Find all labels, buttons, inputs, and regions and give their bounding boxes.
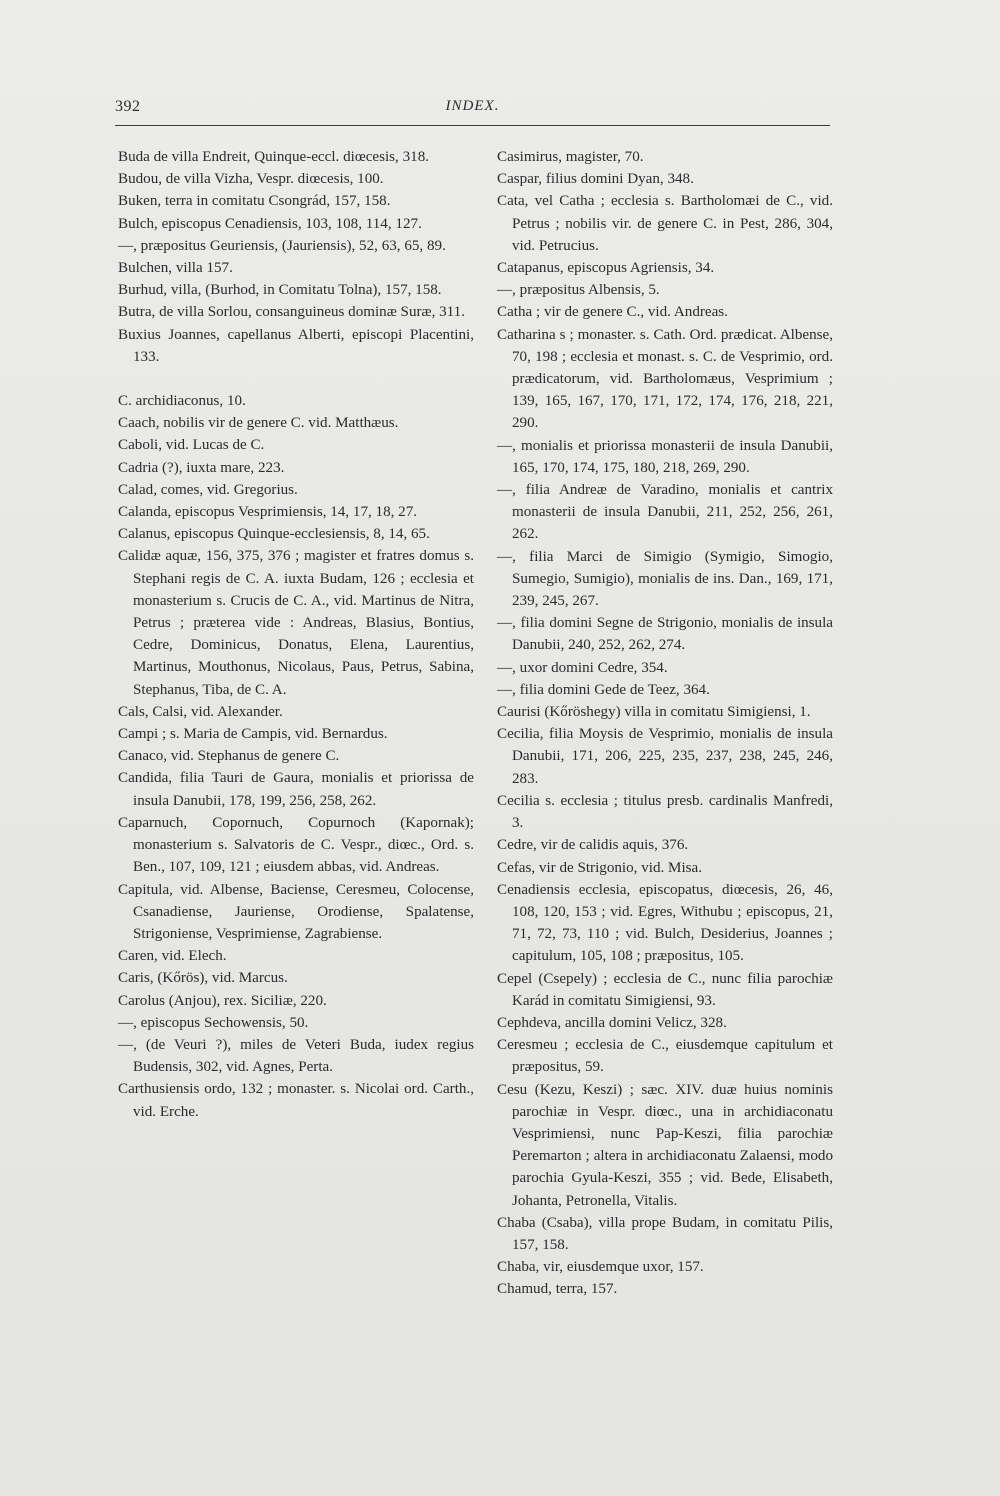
index-entry: —, filia domini Segne de Strigonio, monialis de insula Danubii, 240, 252, 262, 274.	[497, 615, 833, 654]
index-entry: Casimirus, magister, 70.	[497, 149, 644, 165]
index-entry: Ceresmeu ; ecclesia de C., eiusdemque capitulum et præpositus, 59.	[497, 1037, 833, 1076]
index-entry: Buken, terra in comitatu Csongrád, 157, 158.	[118, 193, 391, 210]
index-entry: Caris, (Kőrös), vid. Marcus.	[118, 970, 288, 987]
index-entry: Caboli, vid. Lucas de C.	[118, 437, 265, 454]
index-entry: —, monialis et priorissa monasterii de insula Danubii, 165, 170, 174, 175, 180, 218, 269, 290.	[497, 437, 833, 476]
index-entry: Buda de villa Endreit, Quinque-eccl. diœcesis, 318.	[118, 149, 430, 165]
index-entry: Cesu (Kezu, Keszi) ; sæc. XIV. duæ huius nominis parochiæ in Vespr. diœc., una in archidiaconatu Vesprimiensi, nunc Pap-Keszi, filia parochiæ Peremarton ; altera in archidiaconatu Zalaensi, modo parochia Gyula-Keszi, 355 ; vid. Bede, Elisabeth, Johanta, Petronella, Vitalis.	[497, 1081, 833, 1209]
index-entry: Burhud, villa, (Burhod, in Comitatu Tolna), 157, 158.	[118, 282, 442, 299]
index-entry: Cefas, vir de Strigonio, vid. Misa.	[497, 859, 703, 876]
index-entry: Caparnuch, Copornuch, Copurnoch (Kapornak); monasterium s. Salvatoris de C. Vespr., diœc., Ord. s. Ben., 107, 109, 121 ; eiusdem abbas, vid. Andreas.	[118, 814, 474, 876]
left-column	[118, 146, 474, 1123]
index-entry: Buxius Joannes, capellanus Alberti, episcopi Placentini, 133.	[118, 326, 474, 365]
index-entry: —, filia Andreæ de Varadino, monialis et cantrix monasterii de insula Danubii, 211, 252, 256, 261, 262.	[497, 482, 833, 543]
index-entry: —, episcopus Sechowensis, 50.	[118, 1014, 309, 1031]
index-entry: Cenadiensis ecclesia, episcopatus, diœcesis, 26, 46, 108, 120, 153 ; vid. Egres, Withubu ; episcopus, 21, 71, 72, 73, 110 ; vid. Bulch, Desiderius, Joannes ; capitulum, 105, 108 ; præpositus, 105.	[497, 881, 833, 965]
index-entry: —, uxor domini Cedre, 354.	[497, 659, 668, 676]
index-entry: Cepel (Csepely) ; ecclesia de C., nunc filia parochiæ Karád in comitatu Simigiensi, 93.	[497, 970, 833, 1009]
index-entry: Chamud, terra, 157.	[497, 1281, 618, 1298]
index-entry: Catharina s ; monaster. s. Cath. Ord. prædicat. Albense, 70, 198 ; ecclesia et monast. s. C. de Vesprimio, ord. prædicatorum, vid. Bartholomæus, Vesprimium ; 139, 165, 167, 170, 171, 172, 174, 176, 218, 221, 290.	[497, 326, 833, 432]
index-entry: Calanus, episcopus Quinque-ecclesiensis, 8, 14, 65.	[118, 526, 430, 543]
index-entry: Carthusiensis ordo, 132 ; monaster. s. Nicolai ord. Carth., vid. Erche.	[118, 1081, 474, 1120]
section-gap	[118, 368, 474, 390]
index-entry: Budou, de villa Vizha, Vespr. diœcesis, 100.	[118, 171, 384, 188]
right-column	[497, 146, 833, 1301]
index-entry: Cecilia s. ecclesia ; titulus presb. cardinalis Manfredi, 3.	[497, 792, 833, 832]
index-entry: Candida, filia Tauri de Gaura, monialis et priorissa de insula Danubii, 178, 199, 256, 258, 262.	[118, 770, 474, 809]
index-entry: Bulchen, villa 157.	[118, 260, 233, 277]
page-header	[115, 98, 830, 122]
index-entry: Cals, Calsi, vid. Alexander.	[118, 703, 283, 720]
index-entry: Campi ; s. Maria de Campis, vid. Bernardus.	[118, 726, 388, 743]
index-entry: Cata, vel Catha ; ecclesia s. Bartholomæi de C., vid. Petrus ; nobilis vir. de genere C. in Pest, 286, 304, vid. Petrucius.	[497, 193, 833, 254]
index-entry: —, filia domini Gede de Teez, 364.	[497, 681, 710, 698]
index-entry: Caspar, filius domini Dyan, 348.	[497, 171, 694, 188]
header-rule	[115, 125, 830, 126]
index-entry: Canaco, vid. Stephanus de genere C.	[118, 748, 340, 765]
index-entry: Calidæ aquæ, 156, 375, 376 ; magister et fratres domus s. Stephani regis de C. A. iuxta Budam, 126 ; ecclesia et monasterium s. Crucis de C. A., vid. Martinus de Nitra, Petrus ; præterea vide : Andreas, Blasius, Bontius, Cedre, Dominicus, Donatus, Elena, Laurentius, Martinus, Mouthonus, Nicolaus, Paus, Petrus, Sabina, Stephanus, Tiba, de C. A.	[118, 548, 474, 698]
index-entry: Capitula, vid. Albense, Baciense, Ceresmeu, Colocense, Csanadiense, Jauriense, Orodiense, Spalatense, Strigoniense, Vesprimiense, Zagrabiense.	[118, 881, 474, 942]
index-entry: Bulch, episcopus Cenadiensis, 103, 108, 114, 127.	[118, 215, 422, 232]
index-entry: Cedre, vir de calidis aquis, 376.	[497, 837, 689, 854]
index-entry: Carolus (Anjou), rex. Siciliæ, 220.	[118, 992, 327, 1009]
index-entry: Caren, vid. Elech.	[118, 948, 227, 965]
index-entry: Calad, comes, vid. Gregorius.	[118, 481, 298, 498]
index-entry: —, (de Veuri ?), miles de Veteri Buda, iudex regius Budensis, 302, vid. Agnes, Perta.	[118, 1036, 474, 1076]
index-entry: Chaba, vir, eiusdemque uxor, 157.	[497, 1259, 704, 1276]
index-entry: Cephdeva, ancilla domini Velicz, 328.	[497, 1014, 727, 1031]
index-entry: —, præpositus Geuriensis, (Jauriensis), 52, 63, 65, 89.	[118, 237, 446, 254]
index-entry: Butra, de villa Sorlou, consanguineus dominæ Suræ, 311.	[118, 304, 465, 321]
index-entry: C. archidiaconus, 10.	[118, 393, 246, 410]
index-entry: —, præpositus Albensis, 5.	[497, 282, 660, 299]
index-entry: Catha ; vir de genere C., vid. Andreas.	[497, 304, 728, 321]
running-title: INDEX.	[445, 98, 500, 114]
index-entry: —, filia Marci de Simigio (Symigio, Simogio, Sumegio, Sumigio), monialis de ins. Dan., 169, 171, 239, 245, 267.	[497, 548, 833, 610]
index-entry: Caach, nobilis vir de genere C. vid. Matthæus.	[118, 415, 399, 432]
index-entry: Cecilia, filia Moysis de Vesprimio, monialis de insula Danubii, 171, 206, 225, 235, 237, 238, 245, 246, 283.	[497, 726, 833, 787]
index-entry: Cadria (?), iuxta mare, 223.	[118, 459, 285, 476]
page-number: 392	[115, 98, 141, 115]
index-entry: Calanda, episcopus Vesprimiensis, 14, 17, 18, 27.	[118, 504, 418, 521]
index-entry: Chaba (Csaba), villa prope Budam, in comitatu Pilis, 157, 158.	[497, 1214, 833, 1253]
index-entry: Caurisi (Kőröshegy) villa in comitatu Simigiensi, 1.	[497, 704, 811, 721]
index-entry: Catapanus, episcopus Agriensis, 34.	[497, 260, 715, 277]
